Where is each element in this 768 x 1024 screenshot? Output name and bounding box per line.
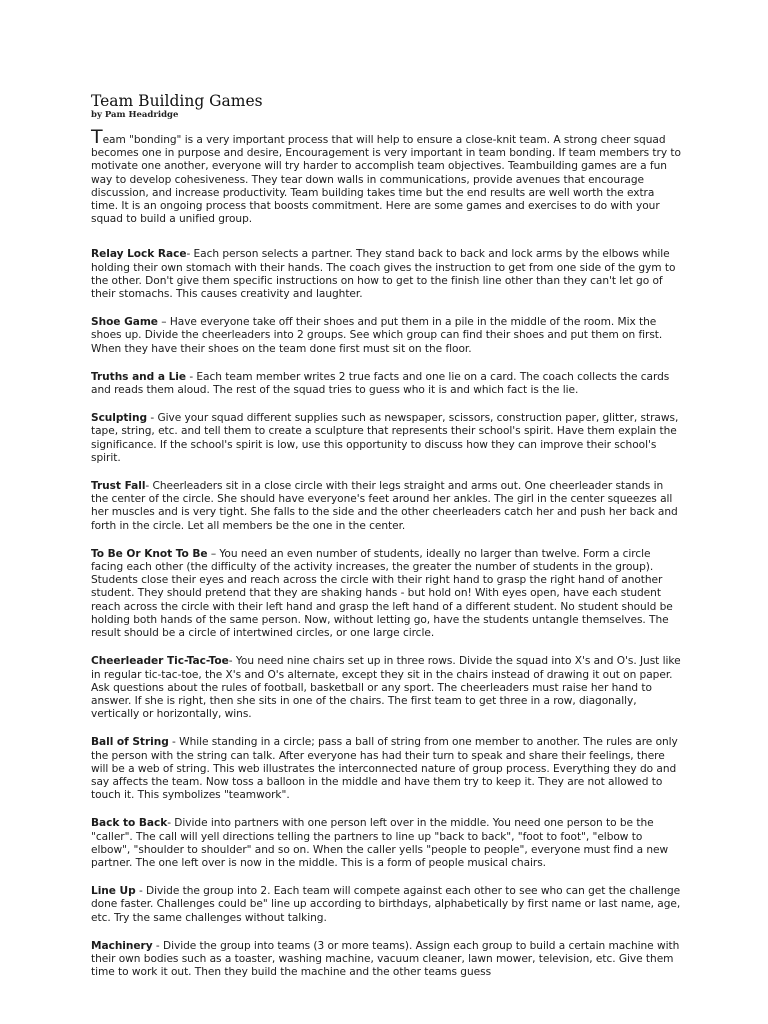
game-description: - You need nine chairs set up in three rows. Divide the squad into X's and O's. Just like in regular tic-tac-toe, the X's and O's alternate, except they sit in the chairs instead of drawing it out on paper. Ask questions about the rules of football, basketball or any sport. The cheerleaders must raise her hand to answer. If she is right, then she sits in one of the chairs. The first team to get three in a row, diagonally, vertically or horizontally, wins. — [91, 655, 681, 721]
game-item — [91, 885, 681, 925]
game-item — [91, 655, 681, 721]
game-description: - Divide the group into teams (3 or more teams). Assign each group to build a certain machine with their own bodies such as a toaster, washing machine, vacuum cleaner, lawn mower, television, etc. Give them time to work it out. Then they build the machine and the other teams guess — [91, 939, 680, 979]
game-description: - Cheerleaders sit in a close circle with their legs straight and arms out. One cheerleader stands in the center of the circle. She should have everyone's feet around her ankles. The girl in the center squeezes all her muscles and is very tight. She falls to the side and the other cheerleaders catch her and push her back and forth in the circle. Let all members be the one in the center. — [91, 480, 678, 532]
game-title: Cheerleader Tic-Tac-Toe — [91, 655, 229, 668]
document-page — [91, 92, 681, 994]
game-item — [91, 371, 681, 397]
game-item — [91, 736, 681, 802]
game-title: Truths and a Lie — [91, 370, 186, 383]
game-description: - Divide the group into 2. Each team will compete against each other to see who can get the challenge done faster. Challenges could be" line up according to birthdays, alphabetically by first name or last name, age, etc. Try the same challenges without talking. — [91, 885, 681, 924]
game-item — [91, 480, 681, 533]
author-byline: by Pam Headridge — [91, 110, 179, 120]
game-description: - Give your squad different supplies such as newspaper, scissors, construction paper, glitter, straws, tape, string, etc. and tell them to create a sculpture that represents their school's spirit. Have them explain the significance. If the school's spirit is low, use this opportunity to discuss how they can improve their school's spirit. — [91, 412, 679, 464]
game-description: – Have everyone take off their shoes and put them in a pile in the middle of the room. Mix the shoes up. Divide the cheerleaders into 2 groups. See which group can find their shoes and put them on first. When they have their shoes on the team done first must sit on the floor. — [91, 316, 663, 355]
game-title: Trust Fall — [91, 480, 146, 493]
game-description: - While standing in a circle; pass a ball of string from one member to another. The rules are only the person with the string can talk. After everyone has had their turn to speak and share their feelings, there will be a web of string. This web illustrates the interconnected nature of group process. Everything they do and say affects the team. Now toss a balloon in the middle and have them try to keep it. They are not allowed to touch it. This symbolizes "teamwork". — [91, 736, 678, 802]
game-item — [91, 817, 681, 870]
game-title: Machinery — [91, 939, 153, 952]
game-item — [91, 548, 681, 640]
game-description: - Each person selects a partner. They stand back to back and lock arms by the elbows while holding their own stomach with their hands. The coach gives the instruction to get from one side of the gym to the other. Don't give them specific instructions on how to get to the finish line other than they can't let go of their stomachs. This causes creativity and laughter. — [91, 248, 676, 301]
game-item — [91, 316, 681, 356]
intro-text: eam "bonding" is a very important process that will help to ensure a close-knit team. A strong cheer squad becomes one in purpose and desire, Encouragement is very important in team bonding. If team members try to motivate one another, everyone will try harder to accomplish team objectives. Teambuilding games are a fun way to develop cohesiveness. They tear down walls in communications, provide avenues that encourage discussion, and increase productivity. Team building takes time but the end results are well worth the extra time. It is an ongoing process that boosts commitment. Here are some games and exercises to do with your squad to build a unified group. — [91, 134, 681, 226]
game-title: Sculpting — [91, 412, 148, 425]
document-title: Team Building Games — [91, 92, 263, 110]
game-title: Relay Lock Race — [91, 248, 187, 261]
game-title: Ball of String — [91, 736, 169, 749]
intro-drop-cap: T — [91, 126, 103, 148]
game-item — [91, 940, 681, 980]
intro-paragraph — [91, 126, 681, 226]
game-description: - Each team member writes 2 true facts and one lie on a card. The coach collects the cards and reads them aloud. The rest of the squad tries to guess who it is and which fact is the lie. — [91, 370, 670, 397]
game-description: – You need an even number of students, ideally no larger than twelve. Form a circle facing each other (the difficulty of the activity increases, the greater the number of students in the group). Students close their eyes and reach across the circle with their right hand to grasp the right hand of another student. They should pretend that they are shaking hands - but hold on! With eyes open, have each student reach across the circle with their left hand and grasp the left hand of a different student. No student should be holding both hands of the same person. Now, without letting go, have the students untangle themselves. The result should be a circle of intertwined circles, or one large circle. — [91, 547, 673, 640]
game-title: Shoe Game — [91, 316, 158, 329]
game-title: To Be Or Knot To Be — [91, 547, 208, 560]
game-description: - Divide into partners with one person left over in the middle. You need one person to be the "caller". The call will yell directions telling the partners to line up "back to back", "foot to foot", "elbow to elbow", "shoulder to shoulder" and so on. When the caller yells "people to people", everyone must find a new partner. The one left over is now in the middle. This is a form of people musical chairs. — [91, 817, 669, 869]
game-title: Line Up — [91, 885, 136, 898]
game-title: Back to Back — [91, 817, 168, 830]
game-item — [91, 412, 681, 465]
game-item — [91, 248, 681, 301]
